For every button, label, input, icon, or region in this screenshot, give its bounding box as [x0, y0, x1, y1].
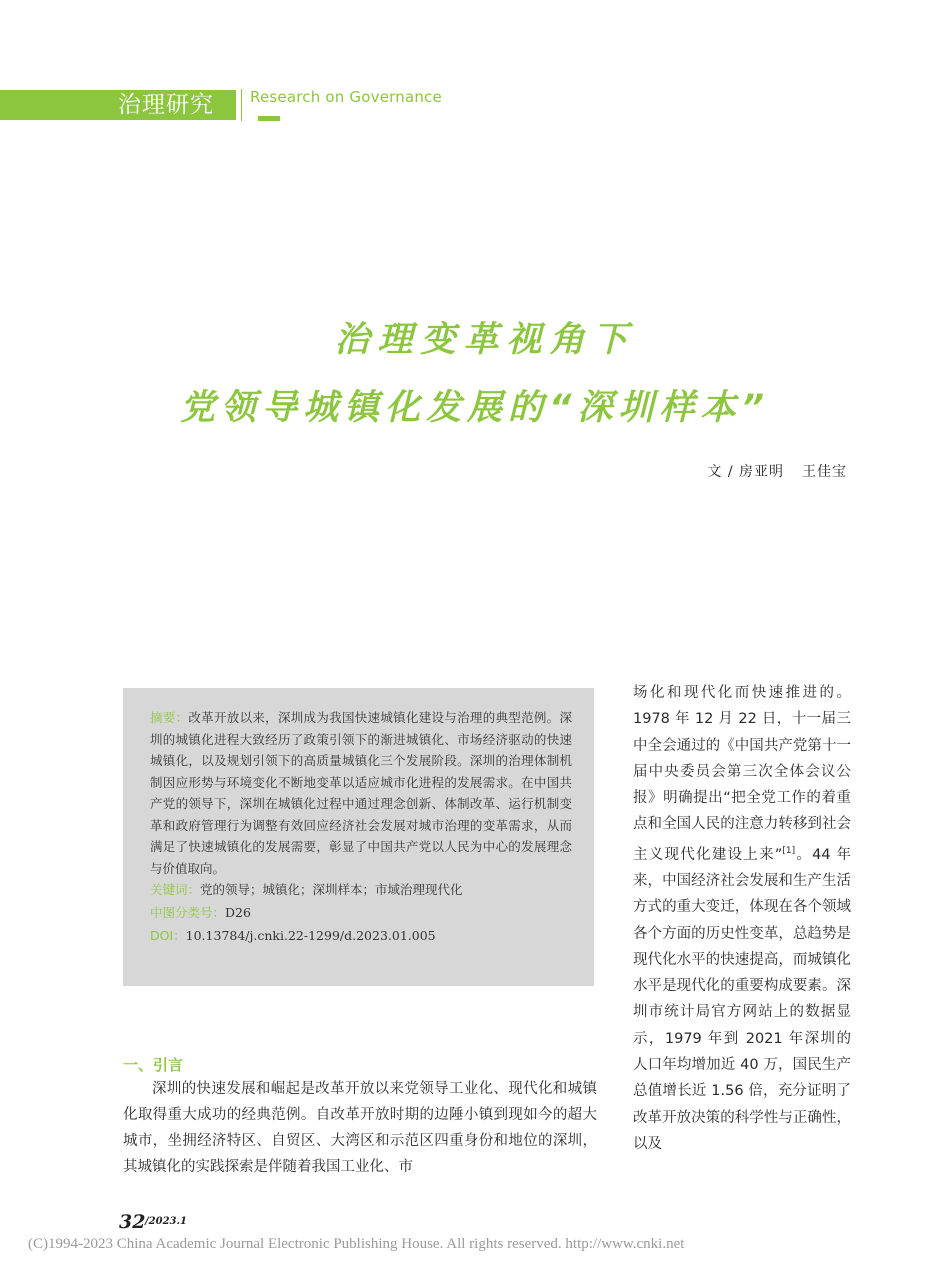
abstract-label: 摘要：: [150, 710, 189, 725]
right-text-part-2: 。44 年来，中国经济社会发展和生产生活方式的重大变迁，体现在各个领域各个方面的历史性变革，总趋势是现代化水平的快速提高，而城镇化水平是现代化的重要构成要素。深圳市统计局官方网站上的数据显示，1979 年到 2021 年深圳的人口年均增加近 40 万，国民生产总值增长近 1.56 倍，充分证明了改革开放决策的科学性与正确性，以及: [633, 846, 851, 1152]
issue-label: /2023.1: [145, 1216, 187, 1227]
section-name-en: Research on Governance: [250, 88, 442, 106]
clc-line: [150, 902, 572, 924]
article-title-line-1: 治理变革视角下: [334, 320, 636, 360]
page-number: 32: [119, 1211, 146, 1233]
keywords-line: [150, 879, 572, 901]
section-heading-introduction: 一、引言: [123, 1056, 184, 1074]
header-underline: [258, 116, 280, 121]
authors: [707, 461, 847, 481]
copyright-footer: (C)1994-2023 China Academic Journal Electronic Publishing House. All rights reserved. http://www.cnki.net: [28, 1236, 685, 1252]
intro-paragraph: 深圳的快速发展和崛起是改革开放以来党领导工业化、现代化和城镇化取得重大成功的经典范例。自改革开放时期的边陲小镇到现如今的超大城市，坐拥经济特区、自贸区、大湾区和示范区四重身份和地位的深圳，其城镇化的实践探索是伴随着我国工业化、市: [123, 1081, 597, 1175]
body-right-column: [633, 680, 851, 1157]
keywords-label: 关键词：: [150, 882, 201, 897]
right-text-part-1: 场化和现代化而快速推进的。1978 年 12 月 22 日，十一届三中全会通过的《中国共产党第十一届中央委员会第三次全体会议公报》明确提出“把全党工作的着重点和全国人民的注意力转移到社会主义现代化建设上来”: [633, 685, 851, 863]
citation-marker: [1]: [782, 845, 796, 856]
doi-line: [150, 925, 572, 947]
clc-label: 中图分类号：: [150, 905, 226, 920]
body-left-column: [123, 1076, 597, 1180]
abstract-box: [123, 688, 594, 986]
clc-text: D26: [225, 905, 251, 920]
doi-text: 10.13784/j.cnki.22-1299/d.2023.01.005: [185, 928, 436, 943]
doi-label: DOI：: [150, 928, 186, 943]
abstract-paragraph: [150, 707, 572, 879]
article-title-line-2: 党领导城镇化发展的“深圳样本”: [179, 388, 771, 428]
section-name: 治理研究: [118, 92, 214, 118]
author-first: 文 / 房亚明: [707, 464, 784, 480]
right-column-paragraph: [633, 680, 851, 1157]
abstract-text: 改革开放以来，深圳成为我国快速城镇化建设与治理的典型范例。深圳的城镇化进程大致经历了政策引领下的渐进城镇化、市场经济驱动的快速城镇化，以及规划引领下的高质量城镇化三个发展阶段。深圳的治理体制机制因应形势与环境变化不断地变革以适应城市化进程的发展需求。在中国共产党的领导下，深圳在城镇化过程中通过理念创新、体制改革、运行机制变革和政府管理行为调整有效回应经济社会发展对城市治理的变革需求，从而满足了快速城镇化的发展需要，彰显了中国共产党以人民为中心的发展理念与价值取向。: [150, 710, 572, 876]
keywords-text: 党的领导；城镇化；深圳样本；市域治理现代化: [200, 882, 463, 897]
author-second: 王佳宝: [802, 464, 847, 480]
header-divider: [241, 89, 242, 121]
